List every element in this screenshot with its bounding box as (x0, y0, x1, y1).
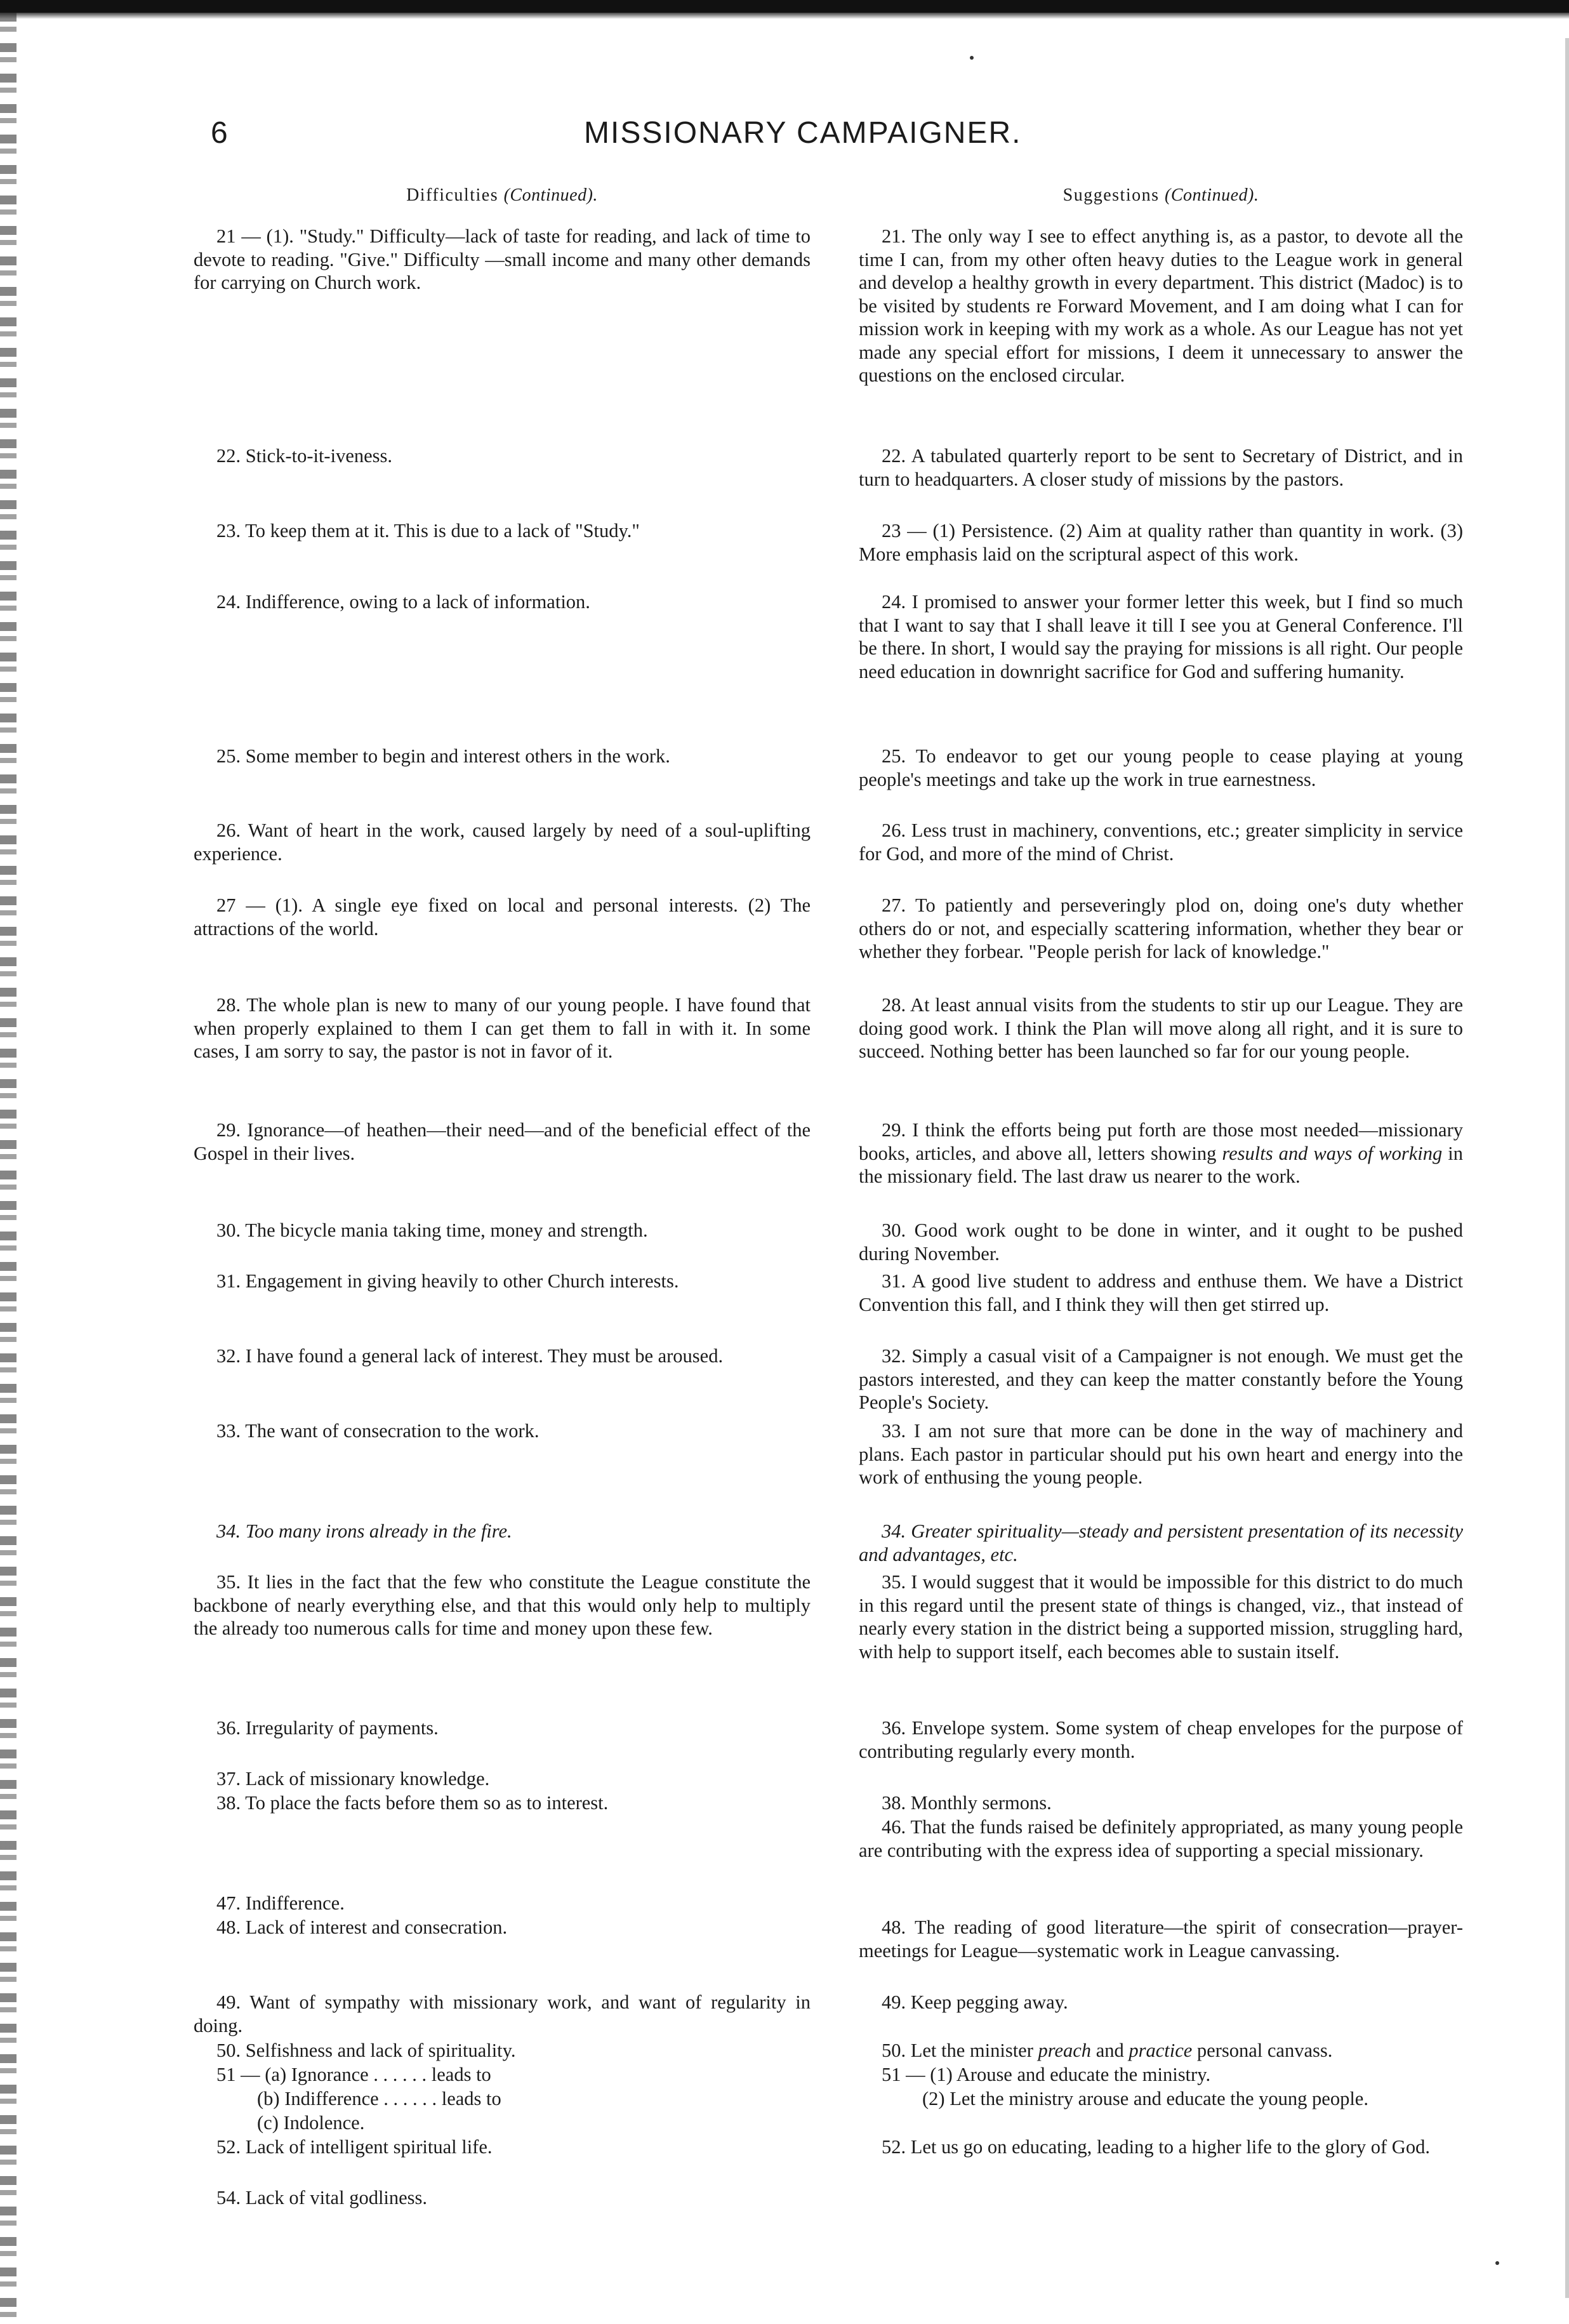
suggestion-35: 35. I would suggest that it would be impossible for this district to do much in this regard until the present state of things is changed, viz., that instead of nearly every station in the district being a supported mission, struggling hard, with help to support itself, each becomes able to sustain itself. (859, 1571, 1463, 1663)
suggestion-32: 32. Simply a casual visit of a Campaigner is not enough. We must get the pastors interested, and they can keep the matter constantly before the Young People's Society. (859, 1345, 1463, 1413)
difficulty-35: 35. It lies in the fact that the few who constitute the League constitute the backbone of nearly everything else, and that this would only help to multiply the already too numerous calls for time and money upon these few. (194, 1571, 811, 1639)
suggestion-38: 38. Monthly sermons. (882, 1792, 1052, 1814)
difficulty-23: 23. To keep them at it. This is due to a lack of "Study." (216, 520, 640, 541)
difficulty-38: 38. To place the facts before them so as to interest. (216, 1792, 609, 1814)
suggestion-46: 46. That the funds raised be definitely appropriated, as many young people are contributing with the express idea of supporting a special missionary. (859, 1816, 1463, 1861)
difficulty-48: 48. Lack of interest and consecration. (216, 1916, 508, 1938)
suggestion-24: 24. I promised to answer your former letter this week, but I find so much that I want to say that I shall leave it till I see you at General Conference. I'll be there. In short, I would say the praying for missions is all right. Our people need education in downright sacrifice for God and suffering humanity. (859, 591, 1463, 682)
difficulty-50: 50. Selfishness and lack of spirituality. (216, 2040, 516, 2061)
difficulty-24: 24. Indifference, owing to a lack of information. (216, 591, 590, 613)
suggestions-heading: Suggestions (Continued). (1063, 185, 1259, 205)
difficulty-52: 52. Lack of intelligent spiritual life. (216, 2136, 493, 2158)
suggestion-26: 26. Less trust in machinery, conventions, etc.; greater simplicity in service for God, and more of the mind of Christ. (859, 820, 1463, 865)
suggestion-30: 30. Good work ought to be done in winter, and it ought to be pushed during November. (859, 1219, 1463, 1265)
scan-right-edge (1565, 38, 1569, 2298)
difficulty-30: 30. The bicycle mania taking time, money and strength. (216, 1219, 648, 1241)
difficulty-27: 27 — (1). A single eye fixed on local and personal interests. (2) The attractions of the world. (194, 894, 811, 940)
page-number: 6 (211, 116, 229, 150)
difficulty-28: 28. The whole plan is new to many of our young people. I have found that when properly explained to them I can get them to fall in with it. In some cases, I am sorry to say, the pastor is not in favor of it. (194, 994, 811, 1062)
difficulty-29: 29. Ignorance—of heathen—their need—and of the beneficial effect of the Gospel in their lives. (194, 1119, 811, 1164)
suggestion-33: 33. I am not sure that more can be done in the way of machinery and plans. Each pastor in particular should put his own heart and energy into the work of enthusing the young people. (859, 1420, 1463, 1488)
suggestion-25: 25. To endeavor to get our young people to cease playing at young people's meetings and take up the work in true earnestness. (859, 745, 1463, 790)
difficulty-33: 33. The want of consecration to the work. (216, 1420, 540, 1442)
difficulty-34: 34. Too many irons already in the fire. (216, 1520, 512, 1542)
difficulty-49: 49. Want of sympathy with missionary work, and want of regularity in doing. (194, 1991, 811, 2036)
difficulty-51b: (b) Indifference . . . . . . leads to (257, 2088, 501, 2109)
speck (1495, 2261, 1499, 2265)
suggestion-36: 36. Envelope system. Some system of cheap envelopes for the purpose of contributing regularly every month. (859, 1717, 1463, 1762)
difficulty-51c: (c) Indolence. (257, 2112, 365, 2134)
difficulties-heading: Difficulties (Continued). (406, 185, 598, 205)
difficulty-22: 22. Stick-to-it-iveness. (216, 445, 393, 467)
difficulty-54: 54. Lack of vital godliness. (216, 2187, 428, 2208)
difficulty-37: 37. Lack of missionary knowledge. (216, 1768, 490, 1789)
scan-top-shadow (0, 13, 1569, 19)
suggestion-34: 34. Greater spirituality—steady and persistent presentation of its necessity and advantages, etc. (859, 1520, 1463, 1565)
running-head (190, 116, 1410, 160)
speck (970, 56, 974, 60)
suggestion-23: 23 — (1) Persistence. (2) Aim at quality rather than quantity in work. (3) More emphasis laid on the scriptural aspect of this work. (859, 520, 1463, 565)
suggestion-31: 31. A good live student to address and enthuse them. We have a District Convention this fall, and I think they will then get stirred up. (859, 1270, 1463, 1315)
suggestion-27: 27. To patiently and perseveringly plod on, doing one's duty whether others do or not, and especially scattering information, whether they bear or whether they forbear. "People perish for lack of knowledge." (859, 894, 1463, 962)
difficulty-51a: 51 — (a) Ignorance . . . . . . leads to (216, 2064, 491, 2085)
suggestion-51-1: 51 — (1) Arouse and educate the ministry. (882, 2064, 1211, 2085)
suggestion-29: 29. I think the efforts being put forth are those most needed—missionary books, articles, and above all, letters showing results and ways of working in the missionary field. The last draw us nearer to the work. (859, 1119, 1463, 1187)
difficulties-column (194, 184, 811, 2208)
difficulty-25: 25. Some member to begin and interest others in the work. (216, 745, 670, 767)
difficulty-21: 21 — (1). "Study." Difficulty—lack of taste for reading, and lack of time to devote to reading. "Give." Difficulty —small income and many other demands for carrying on Church work. (194, 225, 811, 293)
suggestion-51-2: (2) Let the ministry arouse and educate the young people. (922, 2088, 1368, 2109)
difficulty-31: 31. Engagement in giving heavily to other Church interests. (216, 1270, 679, 1292)
difficulty-26: 26. Want of heart in the work, caused largely by need of a soul-uplifting experience. (194, 820, 811, 865)
scan-left-edge (0, 13, 17, 2323)
scan-top-border (0, 0, 1569, 13)
suggestion-52: 52. Let us go on educating, leading to a higher life to the glory of God. (882, 2136, 1430, 2158)
difficulty-32: 32. I have found a general lack of interest. They must be aroused. (216, 1345, 724, 1367)
suggestions-column (859, 184, 1463, 2158)
difficulty-47: 47. Indifference. (216, 1892, 345, 1914)
suggestion-48: 48. The reading of good literature—the spirit of consecration—prayer-meetings for League—systematic work in League canvassing. (859, 1916, 1463, 1962)
suggestion-21: 21. The only way I see to effect anything is, as a pastor, to devote all the time I can, from my other often heavy duties to the League work in general and develop a healthy growth in every department. This district (Madoc) is to be visited by students re Forward Movement, and I am doing what I can for mission work in keeping with my work as a whole. As our League has not yet made any special effort for missions, I deem it unnecessary to answer the questions on the enclosed circular. (859, 225, 1463, 386)
journal-title: MISSIONARY CAMPAIGNER. (584, 116, 1022, 150)
suggestion-28: 28. At least annual visits from the students to stir up our League. They are doing good work. I think the Plan will move along all right, and it is sure to succeed. Nothing better has been launched so far for our young people. (859, 994, 1463, 1062)
difficulty-36: 36. Irregularity of payments. (216, 1717, 439, 1739)
suggestion-22: 22. A tabulated quarterly report to be sent to Secretary of District, and in turn to headquarters. A closer study of missions by the pastors. (859, 445, 1463, 490)
suggestion-50: 50. Let the minister preach and practice personal canvass. (882, 2040, 1333, 2061)
suggestion-49: 49. Keep pegging away. (882, 1991, 1068, 2013)
